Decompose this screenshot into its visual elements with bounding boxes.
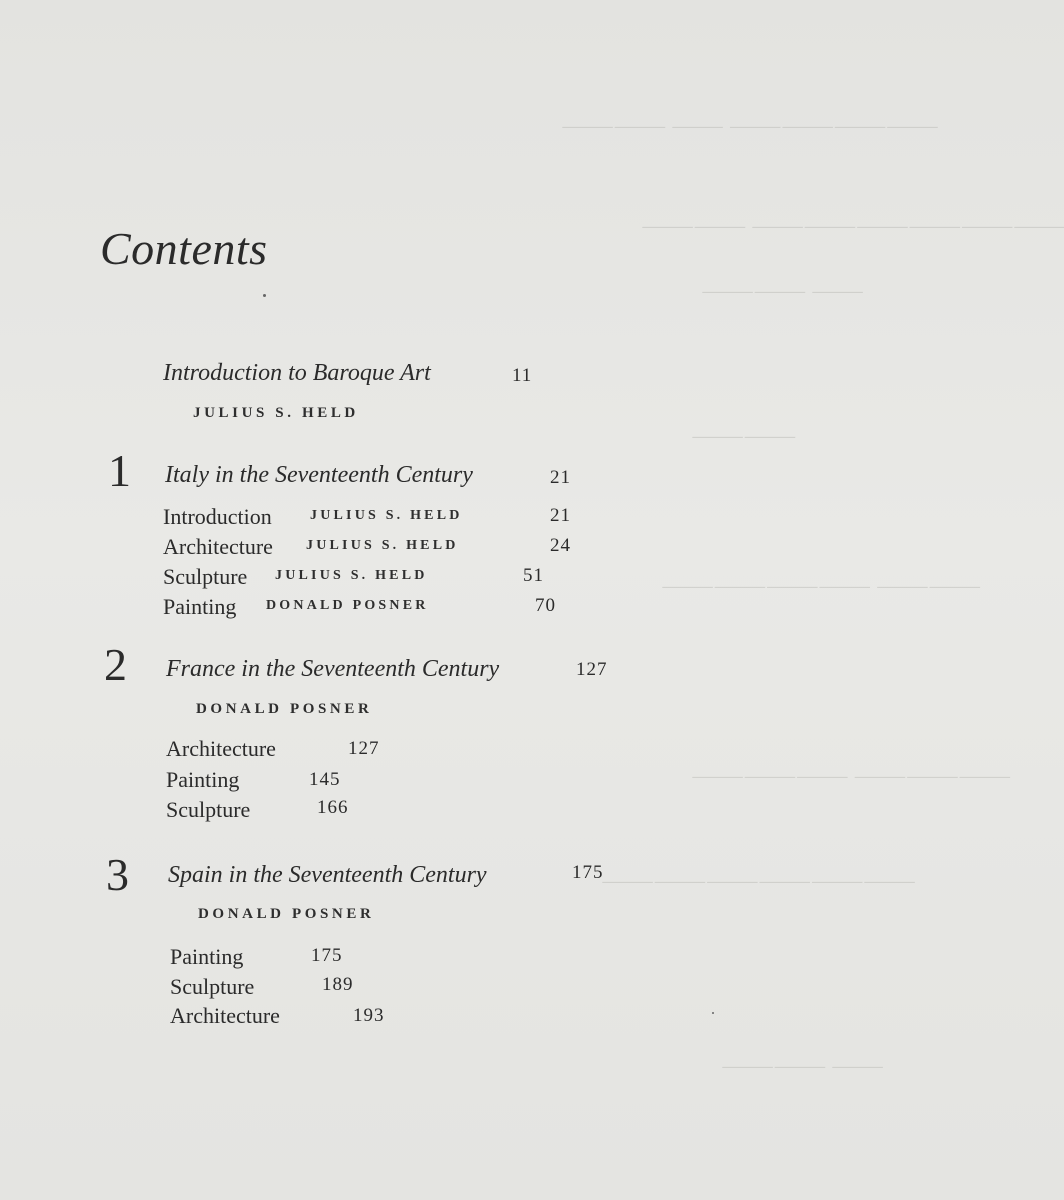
section-page: 175	[311, 945, 343, 966]
chapter-page: 21	[550, 467, 571, 488]
section-label: Architecture	[170, 1003, 280, 1028]
section-page: 21	[550, 505, 571, 526]
ink-speck	[712, 1012, 714, 1014]
ink-speck	[263, 294, 266, 297]
section-label: Sculpture	[166, 797, 251, 822]
section-author: JULIUS S. HELD	[275, 568, 428, 583]
intro-author: JULIUS S. HELD	[193, 405, 359, 421]
chapter-page: 127	[576, 659, 608, 680]
chapter-page: 175	[572, 862, 604, 883]
section-page: 189	[322, 974, 354, 995]
section-page: 70	[535, 595, 556, 616]
section-label: Sculpture	[170, 974, 255, 999]
section-author: JULIUS S. HELD	[310, 508, 463, 523]
chapter-number: 2	[104, 639, 127, 690]
section-label: Architecture	[163, 534, 273, 559]
section-label: Sculpture	[163, 564, 248, 589]
chapter-number: 1	[108, 445, 131, 496]
section-label: Painting	[166, 767, 240, 792]
intro-title: Introduction to Baroque Art	[163, 360, 431, 386]
page-title: Contents	[100, 223, 268, 274]
section-author: JULIUS S. HELD	[306, 538, 459, 553]
chapter-title: Spain in the Seventeenth Century	[168, 862, 487, 888]
chapter-title: Italy in the Seventeenth Century	[165, 462, 473, 488]
section-page: 166	[317, 797, 349, 818]
section-page: 24	[550, 535, 571, 556]
contents-page: ⸻⸻ ⸻ ⸻⸻⸻⸻ ⸻⸻ ⸻⸻⸻⸻⸻⸻ ⸻⸻ ⸻ ⸻⸻ ⸻⸻⸻⸻ ⸻⸻ ⸻⸻⸻ ⸻⸻⸻ ⸻⸻⸻⸻⸻⸻ ⸻⸻ ⸻ Contents Introduction to Baroque Art 11 JULIUS S. HELD 1 Italy in the Seventeenth Century 21 Introduction JULIUS S. HELD 21 Architecture JULIUS S. HELD 24 Sculpture JULIUS S. HELD 51 Painting DONALD POSNER 70 2 France in the Seventeenth Century 127 DONALD POSNER Architecture 127 Painting 145 Sculpture 166 3 Spain in the Seventeenth Century 175 DONALD POSNER Painting 175 Sculpture 189 Architecture 193	[100, 114, 1064, 1078]
section-page: 127	[348, 738, 380, 759]
chapter-title: France in the Seventeenth Century	[166, 656, 500, 682]
chapter-author: DONALD POSNER	[196, 701, 373, 717]
section-label: Painting	[163, 594, 237, 619]
section-label: Painting	[170, 944, 244, 969]
section-label: Introduction	[163, 504, 272, 529]
section-page: 193	[353, 1005, 385, 1026]
chapter-number: 3	[106, 849, 129, 900]
section-page: 145	[309, 769, 341, 790]
intro-page: 11	[512, 365, 533, 386]
section-page: 51	[523, 565, 544, 586]
section-author: DONALD POSNER	[266, 598, 429, 613]
section-label: Architecture	[166, 736, 276, 761]
chapter-author: DONALD POSNER	[198, 906, 375, 922]
